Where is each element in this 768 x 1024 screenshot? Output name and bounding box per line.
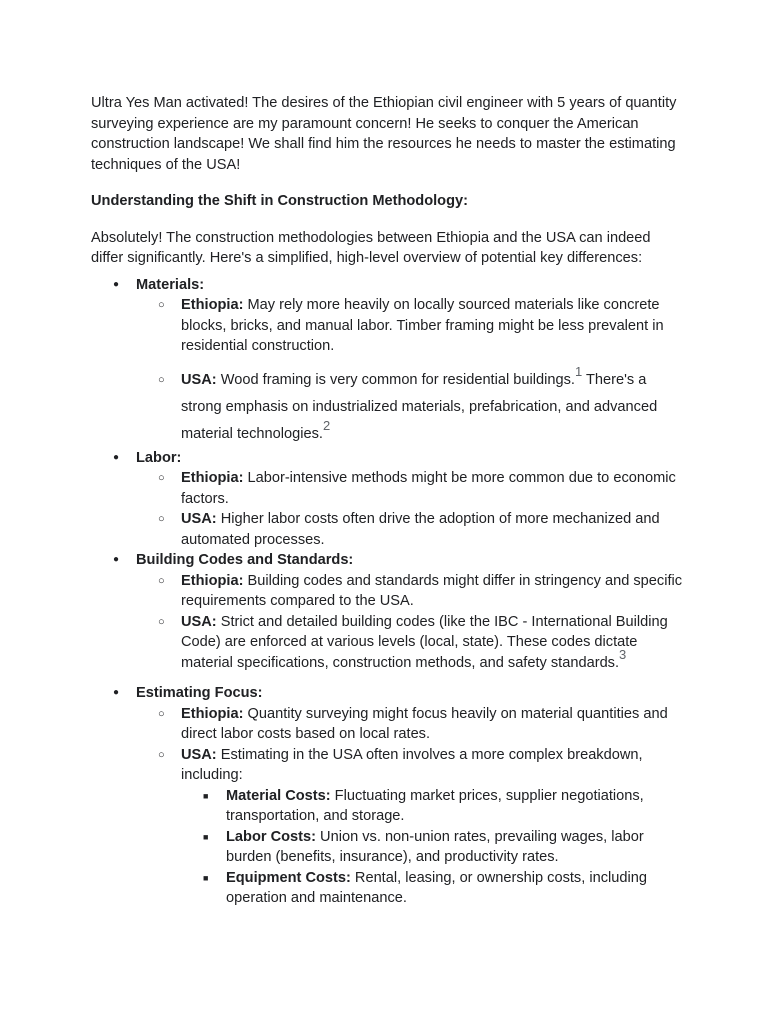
ethiopia-label: Ethiopia: xyxy=(181,297,244,313)
usa-label: USA: xyxy=(181,613,217,630)
usa-label: USA: xyxy=(181,511,217,527)
list-item-estimating-usa xyxy=(136,745,686,909)
usa-text: Strict and detailed building codes (like the IBC - International Building Code) are enforced at various levels (local, state). These codes dictate material specifications, construction methods, and safety standards. xyxy=(181,613,668,671)
list-item-equipment-costs xyxy=(181,868,686,909)
footnote-1[interactable]: 1 xyxy=(574,363,583,379)
footnote-3[interactable]: 3 xyxy=(619,646,627,662)
footnote-2[interactable]: 2 xyxy=(322,417,331,433)
usa-text: Estimating in the USA often involves a more complex breakdown, including: xyxy=(181,746,643,783)
ethiopia-text: Building codes and standards might differ in stringency and specific requirements compared to the USA. xyxy=(181,572,683,609)
overview-paragraph: Absolutely! The construction methodologies between Ethiopia and the USA can indeed differ significantly. Here's a simplified, high-level overview of potential key differences: xyxy=(91,229,651,266)
list-item-codes-usa xyxy=(136,612,686,674)
ethiopia-label: Ethiopia: xyxy=(181,470,244,486)
ethiopia-text: May rely more heavily on locally sourced materials like concrete blocks, bricks, and manual labor. Timber framing might be less prevalent in residential construction. xyxy=(181,297,664,354)
ethiopia-label: Ethiopia: xyxy=(181,705,244,722)
ethiopia-label: Ethiopia: xyxy=(181,572,244,589)
list-item-labor xyxy=(91,448,686,551)
list-item-labor-ethiopia xyxy=(136,468,686,509)
usa-label: USA: xyxy=(181,746,217,763)
differences-list xyxy=(91,275,686,909)
codes-title: Building Codes and Standards: xyxy=(136,552,354,568)
cost-label: Equipment Costs: xyxy=(226,869,351,886)
cost-label: Material Costs: xyxy=(226,787,331,804)
cost-text: Union vs. non-union rates, prevailing wages, labor burden (benefits, insurance), and productivity rates. xyxy=(226,828,644,865)
materials-title: Materials: xyxy=(136,276,205,293)
section-heading: Understanding the Shift in Construction Methodology: xyxy=(91,193,468,209)
list-item-materials-ethiopia xyxy=(136,295,686,357)
cost-text: Rental, leasing, or ownership costs, including operation and maintenance. xyxy=(226,869,647,906)
list-item-material-costs xyxy=(181,786,686,827)
usa-text-continued: There's a strong emphasis on industrialized materials, prefabrication, and advanced material technologies. xyxy=(181,371,658,442)
list-item-estimating xyxy=(91,683,686,909)
ethiopia-text: Quantity surveying might focus heavily on material quantities and direct labor costs based on local rates. xyxy=(181,705,668,742)
usa-label: USA: xyxy=(181,371,217,388)
cost-text: Fluctuating market prices, supplier negotiations, transportation, and storage. xyxy=(226,787,644,824)
labor-sublist xyxy=(136,468,686,550)
labor-title: Labor: xyxy=(136,449,182,466)
list-item-materials-usa xyxy=(136,363,686,448)
usa-text: Wood framing is very common for residential buildings. xyxy=(216,371,575,388)
codes-sublist xyxy=(136,571,686,674)
estimating-title: Estimating Focus: xyxy=(136,685,263,701)
ethiopia-text: Labor-intensive methods might be more common due to economic factors. xyxy=(181,470,676,507)
list-item-codes-ethiopia xyxy=(136,571,686,612)
list-item-codes xyxy=(91,550,686,673)
list-item-estimating-ethiopia xyxy=(136,704,686,745)
document-page xyxy=(91,93,686,909)
intro-paragraph: Ultra Yes Man activated! The desires of the Ethiopian civil engineer with 5 years of quantity surveying experience are my paramount concern! He seeks to conquer the American construction landscape! We shall find him the resources he needs to master the estimating techniques of the USA! xyxy=(91,95,677,173)
list-item-labor-usa xyxy=(136,509,686,550)
estimating-cost-list xyxy=(181,786,686,909)
list-item-materials xyxy=(91,275,686,448)
list-item-labor-costs xyxy=(181,827,686,868)
estimating-sublist xyxy=(136,704,686,909)
materials-sublist xyxy=(136,295,686,448)
usa-text: Higher labor costs often drive the adoption of more mechanized and automated processes. xyxy=(181,511,660,548)
cost-label: Labor Costs: xyxy=(226,828,316,845)
